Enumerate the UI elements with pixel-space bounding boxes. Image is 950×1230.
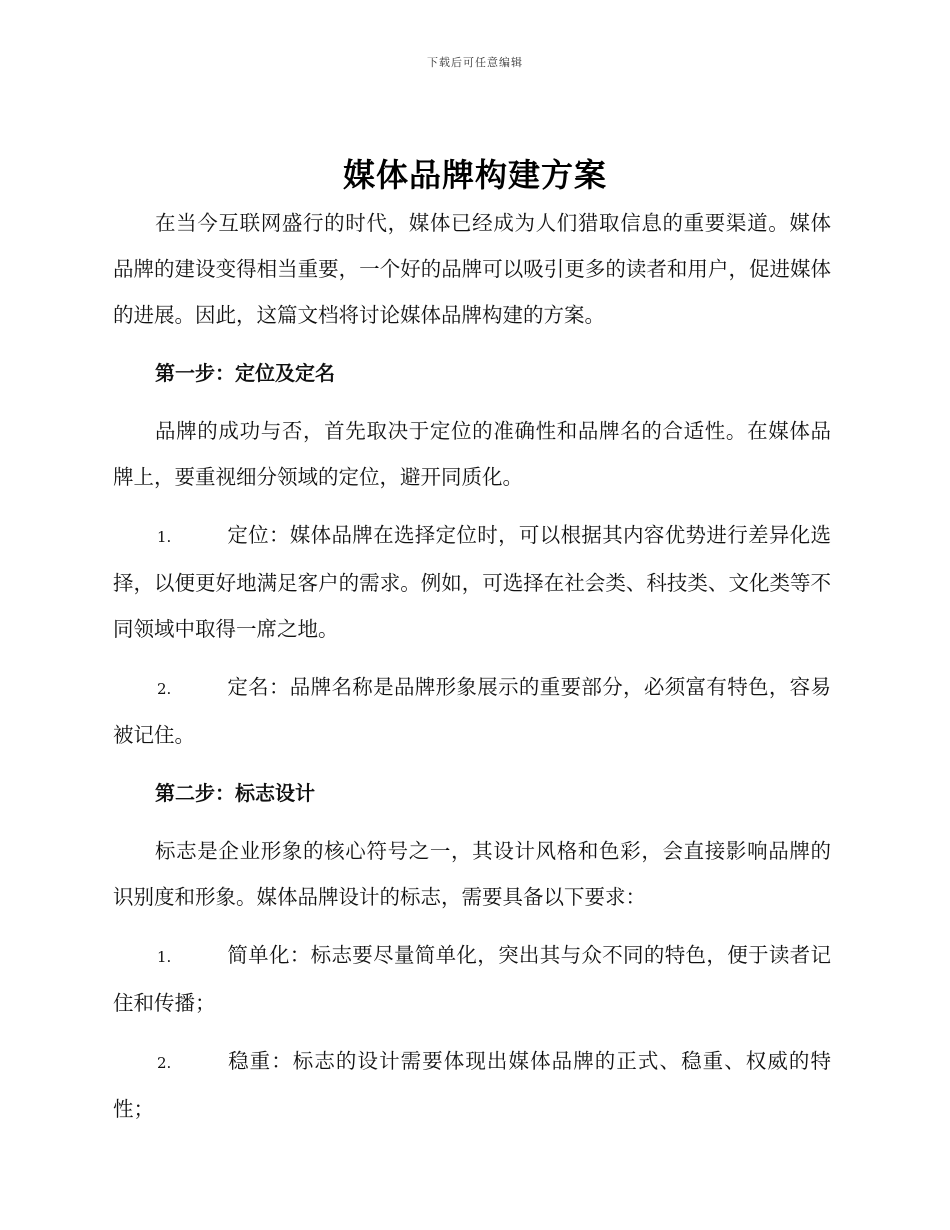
intro-paragraph: 在当今互联网盛行的时代，媒体已经成为人们猎取信息的重要渠道。媒体品牌的建设变得相当重要，一个好的品牌可以吸引更多的读者和用户，促进媒体的进展。因此，这篇文档将讨论媒体品牌构建的方案。 xyxy=(113,211,831,327)
section-heading-step1: 第一步：定位及定名 xyxy=(155,361,335,385)
spacer xyxy=(113,920,831,932)
spacer xyxy=(113,338,831,350)
document-title: 媒体品牌构建方案 xyxy=(342,156,607,194)
list-item xyxy=(113,664,831,758)
document-body xyxy=(113,200,831,1132)
list-item xyxy=(113,1038,831,1132)
list-item-text: 定名：品牌名称是品牌形象展示的重要部分，必须富有特色，容易被记住。 xyxy=(113,675,831,747)
spacer xyxy=(113,1026,831,1038)
list-number: 1. xyxy=(157,948,172,966)
spacer xyxy=(113,816,831,828)
list-number: 2. xyxy=(157,680,172,698)
spacer xyxy=(113,396,831,408)
section-heading-step2: 第二步：标志设计 xyxy=(155,781,315,805)
list-number: 1. xyxy=(157,528,172,546)
list-number: 2. xyxy=(157,1054,172,1072)
list-item-text: 定位：媒体品牌在选择定位时，可以根据其内容优势进行差异化选择，以便更好地满足客户的需求。例如，可选择在社会类、科技类、文化类等不同领域中取得一席之地。 xyxy=(113,523,831,641)
list-item-text: 稳重：标志的设计需要体现出媒体品牌的正式、稳重、权威的特性； xyxy=(113,1049,831,1121)
step1-paragraph: 品牌的成功与否，首先取决于定位的准确性和品牌名的合适性。在媒体品牌上，要重视细分领域的定位，避开同质化。 xyxy=(113,419,831,489)
step2-paragraph: 标志是企业形象的核心符号之一，其设计风格和色彩，会直接影响品牌的识别度和形象。媒体品牌设计的标志，需要具备以下要求： xyxy=(113,839,831,909)
spacer xyxy=(113,758,831,770)
list-item xyxy=(113,932,831,1026)
list-item xyxy=(113,512,831,652)
header-note: 下载后可任意编辑 xyxy=(427,56,523,69)
list-item-text: 简单化：标志要尽量简单化，突出其与众不同的特色，便于读者记住和传播； xyxy=(113,943,831,1015)
spacer xyxy=(113,652,831,664)
spacer xyxy=(113,500,831,512)
